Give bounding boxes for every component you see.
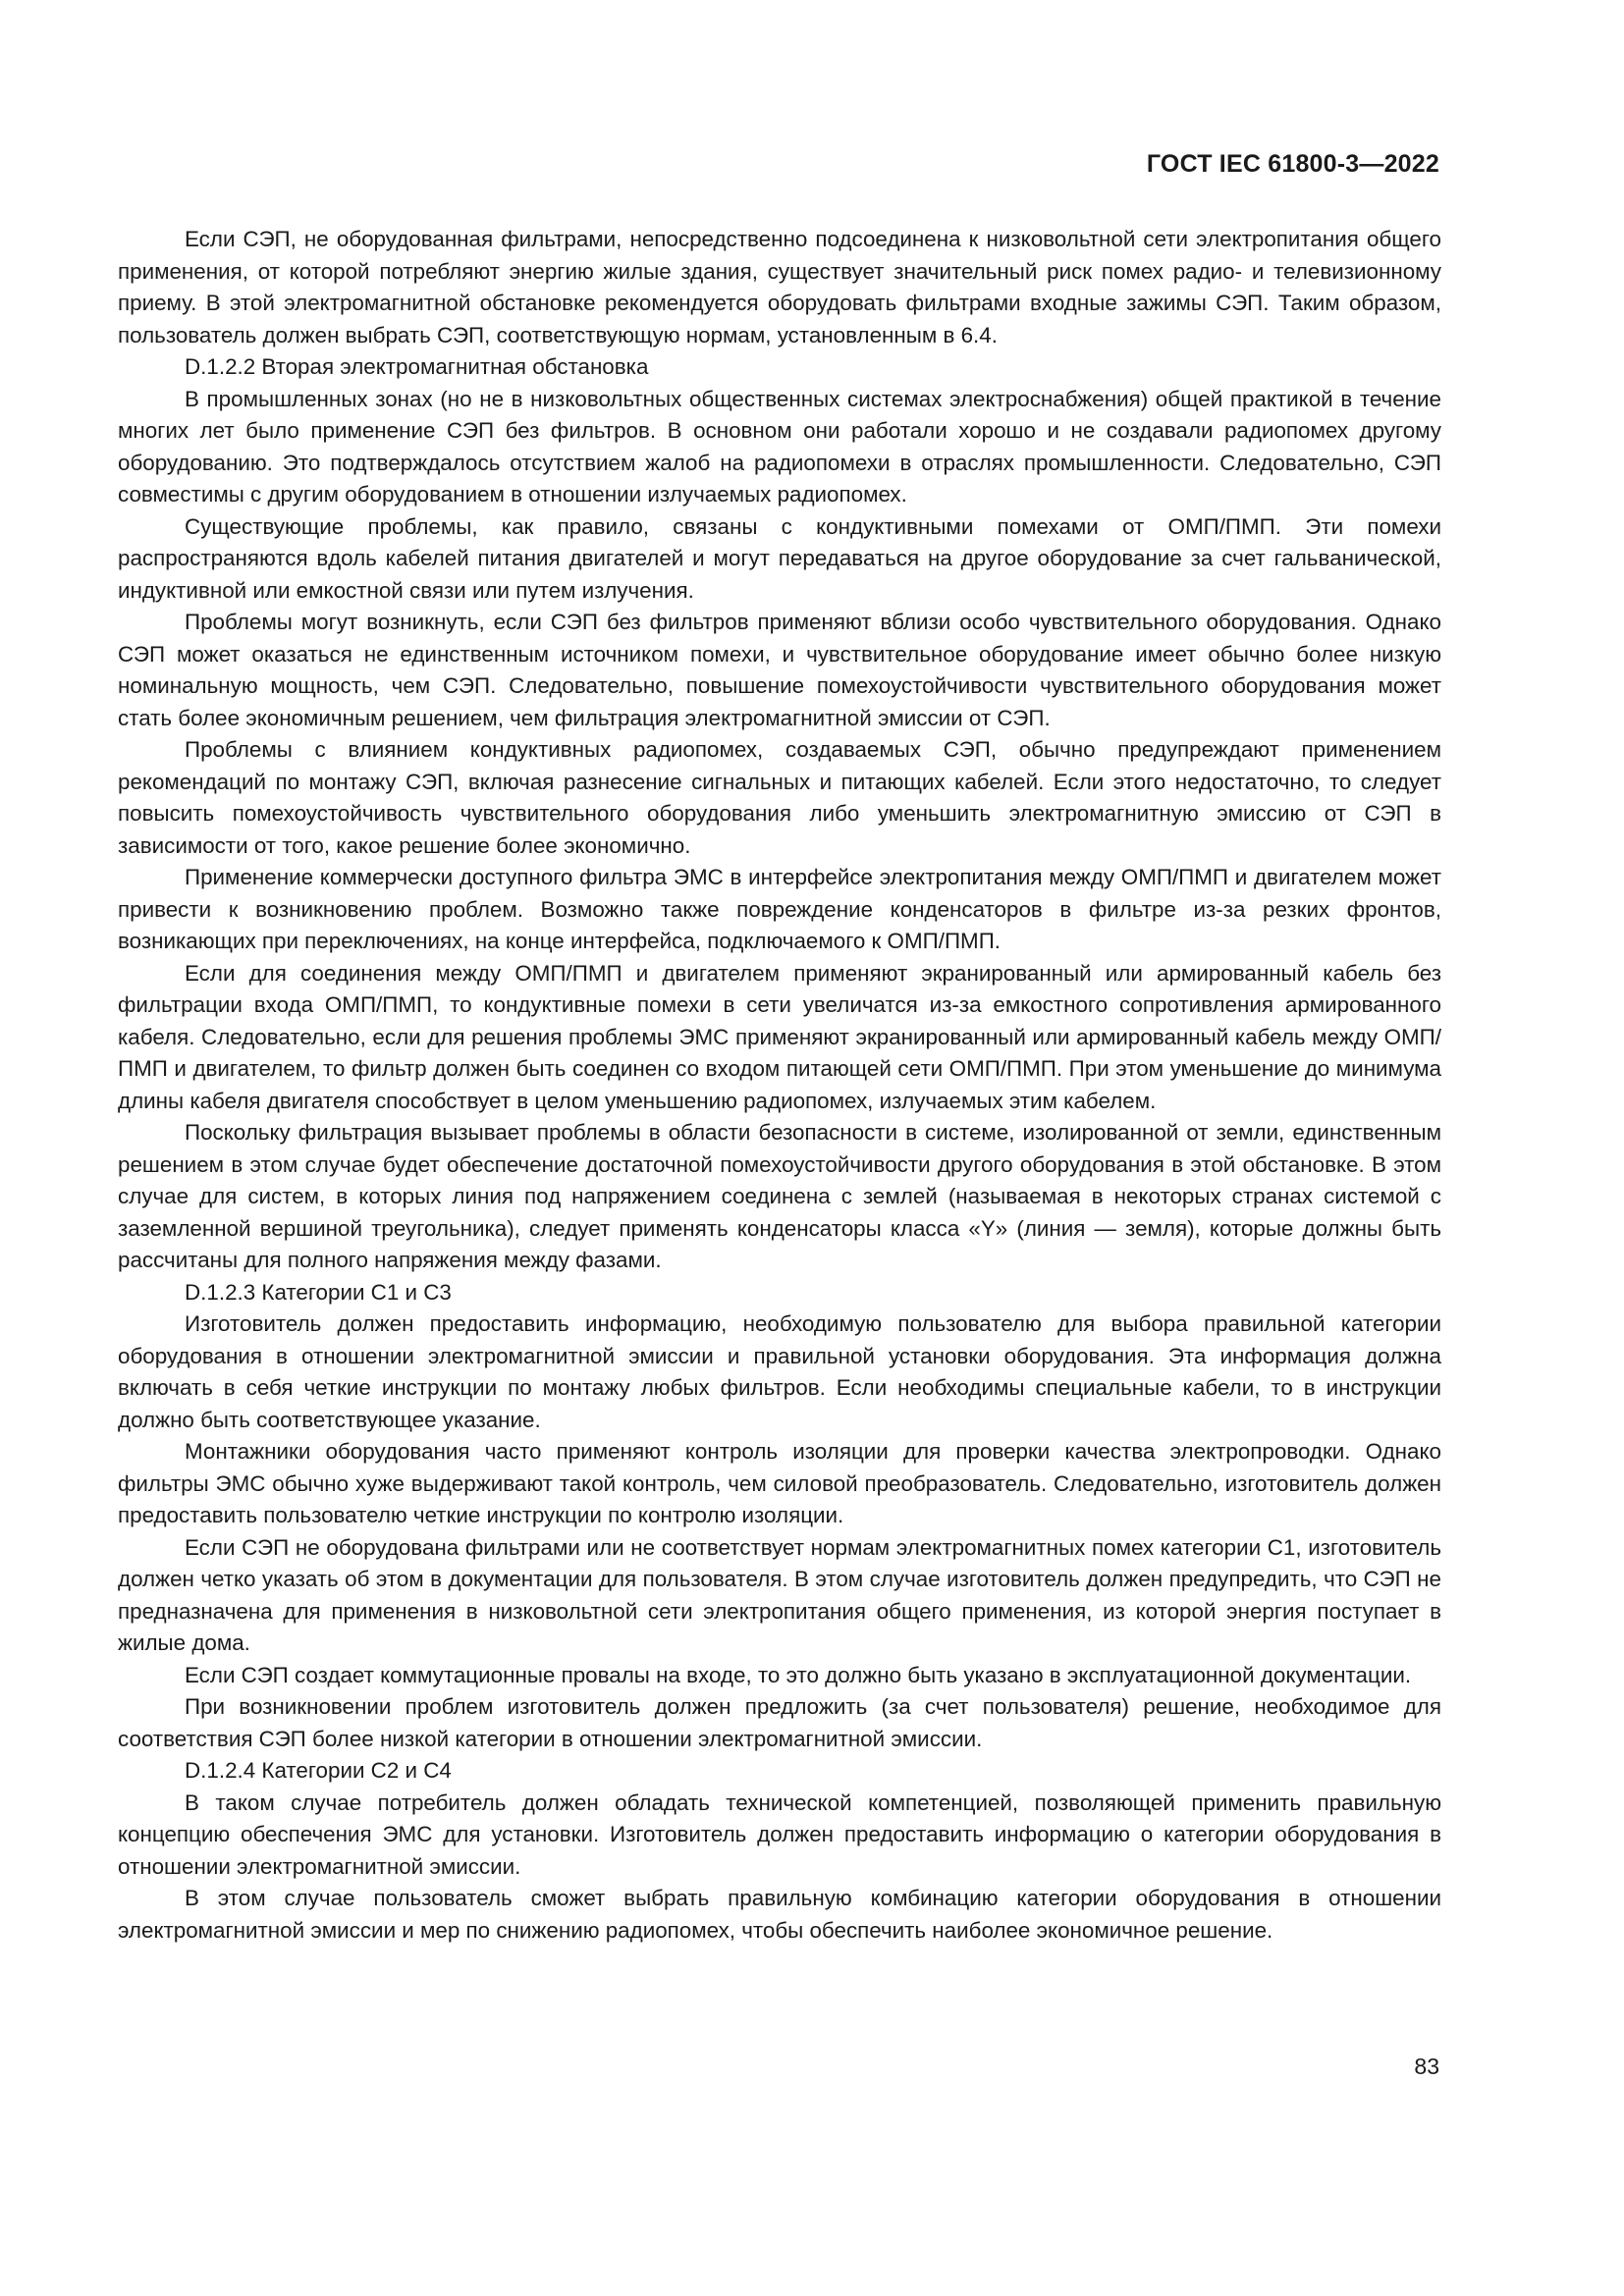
paragraph: Проблемы могут возникнуть, если СЭП без фильтров применяют вблизи особо чувствительного оборудования. Однако СЭП может оказаться не единственным источником помехи, и чувствительное оборудование имеет обычно более низкую номинальную мощность, чем СЭП. Следовательно, повышение помехоустойчивости чувствительного оборудования может стать более экономичным решением, чем фильтрация электромагнитной эмиссии от СЭП.	[118, 610, 1441, 730]
paragraph: В промышленных зонах (но не в низковольтных общественных системах электроснабжения) общей практикой в течение многих лет было применение СЭП без фильтров. В основном они работали хорошо и не создавали радиопомех другому оборудованию. Это подтверждалось отсутствием жалоб на радиопомехи в отраслях промышленности. Следовательно, СЭП совместимы с другим оборудованием в отношении излучаемых радиопомех.	[118, 386, 1441, 507]
paragraph: Поскольку фильтрация вызывает проблемы в области безопасности в системе, изолированной от земли, единственным решением в этом случае будет обеспечение достаточной помехоустойчивости другого оборудования в этой обстановке. В этом случае для систем, в которых линия под напряжением соединена с землей (называемая в некоторых странах системой с заземленной вершиной треугольника), следует применять конденсаторы класса «Y» (линия — земля), которые должны быть рассчитаны для полного напряжения между фазами.	[118, 1120, 1441, 1272]
section-heading-d-1-2-2: D.1.2.2 Вторая электромагнитная обстановка	[185, 354, 649, 379]
section-heading-d-1-2-4: D.1.2.4 Категории С2 и С4	[185, 1758, 452, 1783]
paragraph: Изготовитель должен предоставить информацию, необходимую пользователю для выбора правильной категории оборудования в отношении электромагнитной эмиссии и правильной установки оборудования. Эта информация должна включать в себя четкие инструкции по монтажу любых фильтров. Если необходимы специальные кабели, то в инструкции должно быть соответствующее указание.	[118, 1311, 1441, 1432]
paragraph: Применение коммерчески доступного фильтра ЭМС в интерфейсе электропитания между ОМП/ПМП и двигателем может привести к возникновению проблем. Возможно также повреждение конденсаторов в фильтре из-за резких фронтов, возникающих при переключениях, на конце интерфейса, подключаемого к ОМП/ПМП.	[118, 865, 1441, 953]
paragraph: Если СЭП создает коммутационные провалы на входе, то это должно быть указано в эксплуатационной документации.	[185, 1662, 1412, 1687]
paragraph: Проблемы с влиянием кондуктивных радиопомех, создаваемых СЭП, обычно предупреждают применением рекомендаций по монтажу СЭП, включая разнесение сигнальных и питающих кабелей. Если этого недостаточно, то следует повысить помехоустойчивость чувствительного оборудования либо уменьшить электромагнитную эмиссию от СЭП в зависимости от того, какое решение более экономично.	[118, 737, 1441, 858]
paragraph: Если для соединения между ОМП/ПМП и двигателем применяют экранированный или армированный кабель без фильтрации входа ОМП/ПМП, то кондуктивные помехи в сети увеличатся из-за емкостного сопротивления армированного кабеля. Следовательно, если для решения проблемы ЭМС применяют экранированный или армированный кабель между ОМП/ПМП и двигателем, то фильтр должен быть соединен со входом питающей сети ОМП/ПМП. При этом уменьшение до минимума длины кабеля двигателя способствует в целом уменьшению радиопомех, излучаемых этим кабелем.	[118, 960, 1441, 1113]
paragraph: При возникновении проблем изготовитель должен предложить (за счет пользователя) решение, необходимое для соответствия СЭП более низкой категории в отношении электромагнитной эмиссии.	[118, 1694, 1441, 1751]
paragraph: Монтажники оборудования часто применяют контроль изоляции для проверки качества электропроводки. Однако фильтры ЭМС обычно хуже выдерживают такой контроль, чем силовой преобразователь. Следовательно, изготовитель должен предоставить пользователю четкие инструкции по контролю изоляции.	[118, 1439, 1441, 1527]
paragraph: В таком случае потребитель должен обладать технической компетенцией, позволяющей применить правильную концепцию обеспечения ЭМС для установки. Изготовитель должен предоставить информацию о категории оборудования в отношении электромагнитной эмиссии.	[118, 1789, 1441, 1879]
page-number: 83	[1414, 2054, 1439, 2079]
paragraph: Если СЭП, не оборудованная фильтрами, непосредственно подсоединена к низковольтной сети электропитания общего применения, от которой потребляют энергию жилые здания, существует значительный риск помех радио- и телевизионному приему. В этой электромагнитной обстановке рекомендуется оборудовать фильтрами входные зажимы СЭП. Таким образом, пользователь должен выбрать СЭП, соответствующую нормам, установленным в 6.4.	[118, 227, 1441, 347]
paragraph: В этом случае пользователь сможет выбрать правильную комбинацию категории оборудования в отношении электромагнитной эмиссии и мер по снижению радиопомех, чтобы обеспечить наиболее экономичное решение.	[118, 1886, 1441, 1943]
document-standard-header: ГОСТ IEC 61800-3—2022	[1146, 150, 1439, 178]
document-body	[118, 224, 1441, 1947]
paragraph: Если СЭП не оборудована фильтрами или не соответствует нормам электромагнитных помех категории С1, изготовитель должен четко указать об этом в документации для пользователя. В этом случае изготовитель должен предупредить, что СЭП не предназначена для применения в низковольтной сети электропитания общего применения, из которой энергия поступает в жилые дома.	[118, 1534, 1441, 1655]
paragraph: Существующие проблемы, как правило, связаны с кондуктивными помехами от ОМП/ПМП. Эти помехи распространяются вдоль кабелей питания двигателей и могут передаваться на другое оборудование за счет гальванической, индуктивной или емкостной связи или путем излучения.	[118, 513, 1441, 603]
section-heading-d-1-2-3: D.1.2.3 Категории С1 и С3	[185, 1279, 452, 1305]
